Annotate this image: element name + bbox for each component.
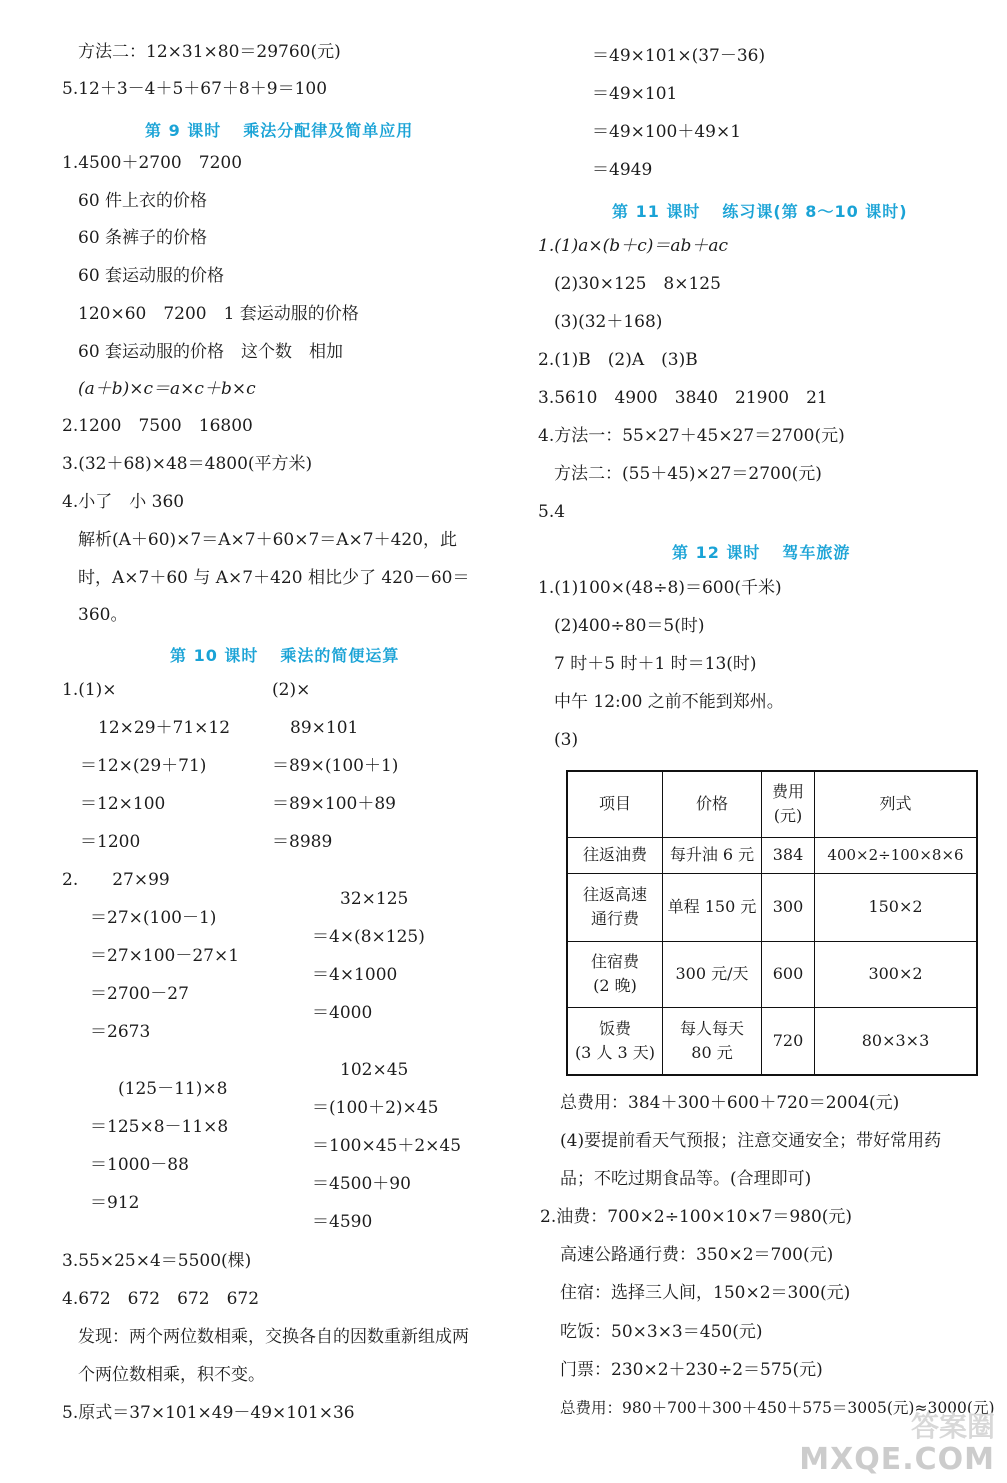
text-line: 2. 27×99: [62, 870, 170, 890]
text-line: 360。: [78, 605, 128, 625]
text-line: ＝912: [90, 1193, 140, 1213]
header-cell: 项目: [567, 771, 663, 837]
text-line: 3.(32＋68)×48＝4800(平方米): [62, 454, 313, 474]
text-line: 方法二：(55＋45)×27＝2700(元): [554, 464, 822, 484]
text-line: 个两位数相乘，积不变。: [78, 1365, 265, 1385]
text-line: ＝49×101×(37－36): [592, 46, 766, 66]
travel-cost-table: [566, 770, 978, 1076]
table-row: [567, 1007, 977, 1075]
table-cell: 单程 150 元: [663, 873, 762, 941]
cell-line: 每人每天: [679, 1018, 744, 1038]
text-line: ＝4×(8×125): [312, 927, 425, 947]
header-cell: [762, 771, 815, 837]
heading-title: 练习课(第 8～10 课时): [722, 202, 908, 221]
table-cell: [663, 1007, 762, 1075]
text-line: ＝4500＋90: [312, 1174, 411, 1194]
table-row: [567, 873, 977, 941]
table-header-row: [567, 771, 977, 837]
formula-line: (a＋b)×c＝a×c＋b×c: [78, 379, 256, 399]
text-line: ＝100×45＋2×45: [312, 1136, 462, 1156]
text-line: (3): [554, 730, 579, 750]
text-line: 高速公路通行费：350×2＝700(元): [560, 1245, 834, 1265]
text-line: 2.1200 7500 16800: [62, 416, 253, 436]
text-line: 发现：两个两位数相乘，交换各自的因数重新组成两: [78, 1327, 469, 1347]
watermark-url: MXQE.COM: [799, 1442, 995, 1477]
heading-title: 乘法的简便运算: [280, 646, 400, 665]
text-line: (125－11)×8: [118, 1079, 228, 1099]
text-line: ＝89×100＋89: [272, 794, 396, 814]
text-line: ＝49×100＋49×1: [592, 122, 742, 142]
heading-number: 第 9 课时: [145, 121, 222, 140]
table-cell: 每升油 6 元: [663, 837, 762, 873]
text-line: 60 条裤子的价格: [78, 228, 208, 248]
text-line: ＝8989: [272, 832, 333, 852]
section-heading-12: [672, 540, 850, 563]
text-line: ＝2700－27: [90, 984, 189, 1004]
text-line: 89×101: [290, 718, 359, 738]
heading-title: 乘法分配律及简单应用: [243, 121, 414, 140]
text-line: 60 套运动服的价格: [78, 266, 225, 286]
text-line: 3.55×25×4＝5500(棵): [62, 1251, 252, 1271]
cell-line: (2 晚): [593, 976, 637, 995]
text-line: 总费用：980＋700＋300＋450＋575＝3005(元)≈3000(元): [560, 1399, 995, 1417]
text-line: 方法二：12×31×80＝29760(元): [78, 42, 341, 62]
text-line: 吃饭：50×3×3＝450(元): [560, 1322, 763, 1342]
text-line: ＝1200: [80, 832, 141, 852]
header-cost-line: 费用: [771, 782, 804, 802]
text-line: ＝(100＋2)×45: [312, 1098, 439, 1118]
table-cell: [567, 1007, 663, 1075]
cell-line: 住宿费: [590, 952, 639, 971]
cell-line: 80 元: [691, 1042, 733, 1062]
text-line: 1.(1)×: [62, 680, 117, 700]
table-cell: 往返油费: [567, 837, 663, 873]
right-column: [530, 0, 1007, 1483]
text-line: (2)30×125 8×125: [554, 274, 721, 294]
table-cell: 600: [762, 941, 815, 1007]
table-cell: 384: [762, 837, 815, 873]
text-line: 1.4500＋2700 7200: [62, 153, 243, 173]
text-line: 5.原式＝37×101×49－49×101×36: [62, 1403, 355, 1423]
text-line: (4)要提前看天气预报；注意交通安全；带好常用药: [560, 1131, 942, 1151]
text-line: 中午 12:00 之前不能到郑州。: [554, 692, 784, 712]
text-line: ＝4000: [312, 1003, 373, 1023]
text-line: 2.油费：700×2÷100×10×7＝980(元): [540, 1207, 853, 1227]
text-line: 2.(1)B (2)A (3)B: [538, 350, 698, 370]
table-row: [567, 941, 977, 1007]
cell-line: 通行费: [590, 909, 639, 928]
text-line: 102×45: [340, 1060, 409, 1080]
text-line: 4.方法一：55×27＋45×27＝2700(元): [538, 426, 845, 446]
table-row: [567, 837, 977, 873]
cell-line: (3 人 3 天): [574, 1042, 656, 1062]
table-cell: [567, 873, 663, 941]
text-line: ＝1000－88: [90, 1155, 189, 1175]
section-heading-10: [170, 643, 399, 666]
table-cell: 300 元/天: [663, 941, 762, 1007]
text-line: 时，A×7＋60 与 A×7＋420 相比少了 420－60＝: [78, 568, 470, 588]
text-line: ＝4590: [312, 1212, 373, 1232]
text-line: 住宿：选择三人间，150×2＝300(元): [560, 1283, 851, 1303]
table-cell: 300×2: [815, 941, 978, 1007]
text-line: ＝2673: [90, 1022, 151, 1042]
text-line: 总费用：384＋300＋600＋720＝2004(元): [560, 1093, 900, 1113]
header-cell: 列式: [815, 771, 978, 837]
text-line: 12×29＋71×12: [98, 718, 231, 738]
text-line: ＝27×100－27×1: [90, 946, 240, 966]
text-line: 3.5610 4900 3840 21900 21: [538, 388, 828, 408]
text-line: 品；不吃过期食品等。(合理即可): [560, 1169, 812, 1189]
text-line: 5.12＋3－4＋5＋67＋8＋9＝100: [62, 79, 328, 99]
table-cell: 400×2÷100×8×6: [815, 837, 978, 873]
heading-number: 第 12 课时: [672, 543, 761, 562]
formula-line: 1.(1)a×(b＋c)＝ab＋ac: [538, 236, 729, 256]
section-heading-11: [612, 199, 908, 222]
text-line: ＝27×(100－1): [90, 908, 217, 928]
text-line: ＝12×(29＋71): [80, 756, 207, 776]
cell-line: 往返高速: [582, 885, 647, 904]
text-line: ＝49×101: [592, 84, 678, 104]
table-cell: 80×3×3: [815, 1007, 978, 1075]
heading-title: 驾车旅游: [782, 543, 851, 562]
text-line: ＝12×100: [80, 794, 166, 814]
text-line: ＝89×(100＋1): [272, 756, 399, 776]
text-line: 5.4: [538, 502, 566, 522]
heading-number: 第 10 课时: [170, 646, 259, 665]
text-line: 1.(1)100×(48÷8)＝600(千米): [538, 578, 782, 598]
header-cost-unit: (元): [773, 806, 803, 826]
text-line: 120×60 7200 1 套运动服的价格: [78, 304, 359, 324]
text-line: 4.小了 小 360: [62, 492, 185, 512]
text-line: (2)400÷80＝5(时): [554, 616, 705, 636]
text-line: 4.672 672 672 672: [62, 1289, 260, 1309]
text-line: ＝125×8－11×8: [90, 1117, 229, 1137]
section-heading-9: [145, 118, 413, 141]
text-line: (3)(32＋168): [554, 312, 663, 332]
text-line: 60 件上衣的价格: [78, 191, 208, 211]
text-line: 解析(A＋60)×7＝A×7＋60×7＝A×7＋420，此: [78, 530, 458, 550]
text-line: 7 时＋5 时＋1 时＝13(时): [554, 654, 757, 674]
watermark-logo: 答案圈: [910, 1410, 995, 1443]
table-cell: 720: [762, 1007, 815, 1075]
table-cell: 150×2: [815, 873, 978, 941]
text-line: 门票：230×2＋230÷2＝575(元): [560, 1360, 823, 1380]
table-cell: [567, 941, 663, 1007]
text-line: 60 套运动服的价格 这个数 相加: [78, 342, 344, 362]
text-line: (2)×: [272, 680, 311, 700]
cell-line: 饭费: [598, 1018, 631, 1038]
text-line: ＝4×1000: [312, 965, 398, 985]
heading-number: 第 11 课时: [612, 202, 701, 221]
text-line: 32×125: [340, 889, 409, 909]
header-cell: 价格: [663, 771, 762, 837]
table-cell: 300: [762, 873, 815, 941]
text-line: ＝4949: [592, 160, 653, 180]
